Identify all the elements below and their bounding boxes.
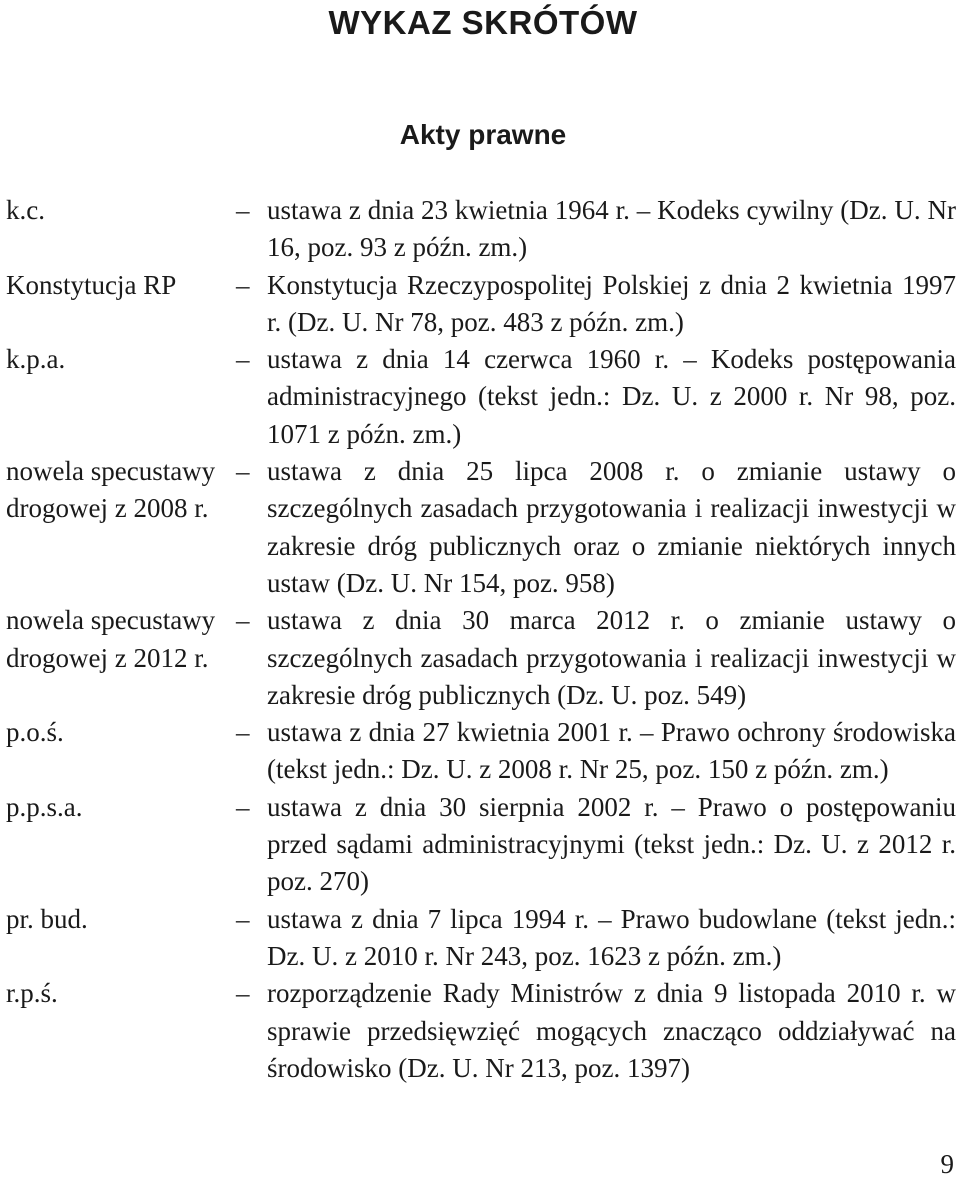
abbreviation-entry-kc xyxy=(6,192,956,267)
abbreviation-list xyxy=(6,192,956,1087)
entry-dash: – xyxy=(236,717,250,748)
abbreviation-entry-ppsa xyxy=(6,789,956,901)
abbreviation-entry-kpa xyxy=(6,341,956,453)
abbreviation-entry-nowela-2008 xyxy=(6,453,956,602)
abbreviation-definition: ustawa z dnia 14 czerwca 1960 r. – Kodeks postępowania administracyjnego (tekst jedn.: Dz. U. z 2000 r. Nr 98, poz. 1071 z późn. zm.) xyxy=(267,344,956,449)
abbreviation-term: p.o.ś. xyxy=(6,717,64,748)
abbreviation-definition: ustawa z dnia 27 kwietnia 2001 r. – Prawo ochrony środowiska (tekst jedn.: Dz. U. z 2008 r. Nr 25, poz. 150 z późn. zm.) xyxy=(267,717,956,785)
section-title: Akty prawne xyxy=(399,119,567,150)
entry-dash: – xyxy=(236,195,250,225)
entry-dash: – xyxy=(236,978,250,1009)
abbreviation-definition: Konstytucja Rzeczypospolitej Polskiej z dnia 2 kwietnia 1997 r. (Dz. U. Nr 78, poz. 483 z późn. zm.) xyxy=(267,269,956,337)
abbreviation-entry-pos xyxy=(6,714,956,789)
abbreviation-definition: ustawa z dnia 30 marca 2012 r. o zmianie ustawy o szczególnych zasadach przygotowania i realizacji inwestycji w zakresie dróg publicznych (Dz. U. poz. 549) xyxy=(267,605,956,710)
abbreviation-entry-konstytucja xyxy=(6,267,956,342)
abbreviation-term: r.p.ś. xyxy=(6,978,58,1009)
abbreviation-term: pr. bud. xyxy=(6,903,88,934)
abbreviation-definition: ustawa z dnia 7 lipca 1994 r. – Prawo budowlane (tekst jedn.: Dz. U. z 2010 r. Nr 243, poz. 1623 z późn. zm.) xyxy=(267,903,956,971)
page-title: WYKAZ SKRÓTÓW xyxy=(328,4,638,41)
entry-dash: – xyxy=(236,791,250,822)
abbreviation-definition: rozporządzenie Rady Ministrów z dnia 9 listopada 2010 r. w sprawie przedsięwzięć mogących znacząco oddziaływać na środowisko (Dz. U. Nr 213, poz. 1397) xyxy=(267,978,956,1083)
abbreviation-term: k.p.a. xyxy=(6,344,66,375)
abbreviation-entry-nowela-2012 xyxy=(6,602,956,714)
abbreviation-term: nowela specustawy drogowej z 2012 r. xyxy=(6,605,216,673)
entry-dash: – xyxy=(236,344,250,375)
abbreviation-definition: ustawa z dnia 30 sierpnia 2002 r. – Prawo o postępowaniu przed sądami administracyjnymi (tekst jedn.: Dz. U. z 2012 r. poz. 270) xyxy=(267,791,956,897)
abbreviation-term: k.c. xyxy=(6,195,45,225)
entry-dash: – xyxy=(236,903,250,934)
abbreviation-definition: ustawa z dnia 23 kwietnia 1964 r. – Kodeks cywilny (Dz. U. Nr 16, poz. 93 z późn. zm.) xyxy=(267,195,956,263)
abbreviation-term: Konstytucja RP xyxy=(6,269,177,300)
abbreviation-term: p.p.s.a. xyxy=(6,791,83,822)
entry-dash: – xyxy=(236,269,250,300)
entry-dash: – xyxy=(236,456,250,487)
entry-dash: – xyxy=(236,605,250,636)
abbreviation-entry-prbud xyxy=(6,901,956,976)
abbreviation-entry-rps xyxy=(6,975,956,1087)
page-number: 9 xyxy=(940,1149,954,1179)
abbreviation-definition: ustawa z dnia 25 lipca 2008 r. o zmianie ustawy o szczególnych zasadach przygotowania i realizacji inwestycji w zakresie dróg publicznych oraz o zmianie niektórych innych ustaw (Dz. U. Nr 154, poz. 958) xyxy=(267,456,956,598)
abbreviation-term: nowela specustawy drogowej z 2008 r. xyxy=(6,456,216,524)
